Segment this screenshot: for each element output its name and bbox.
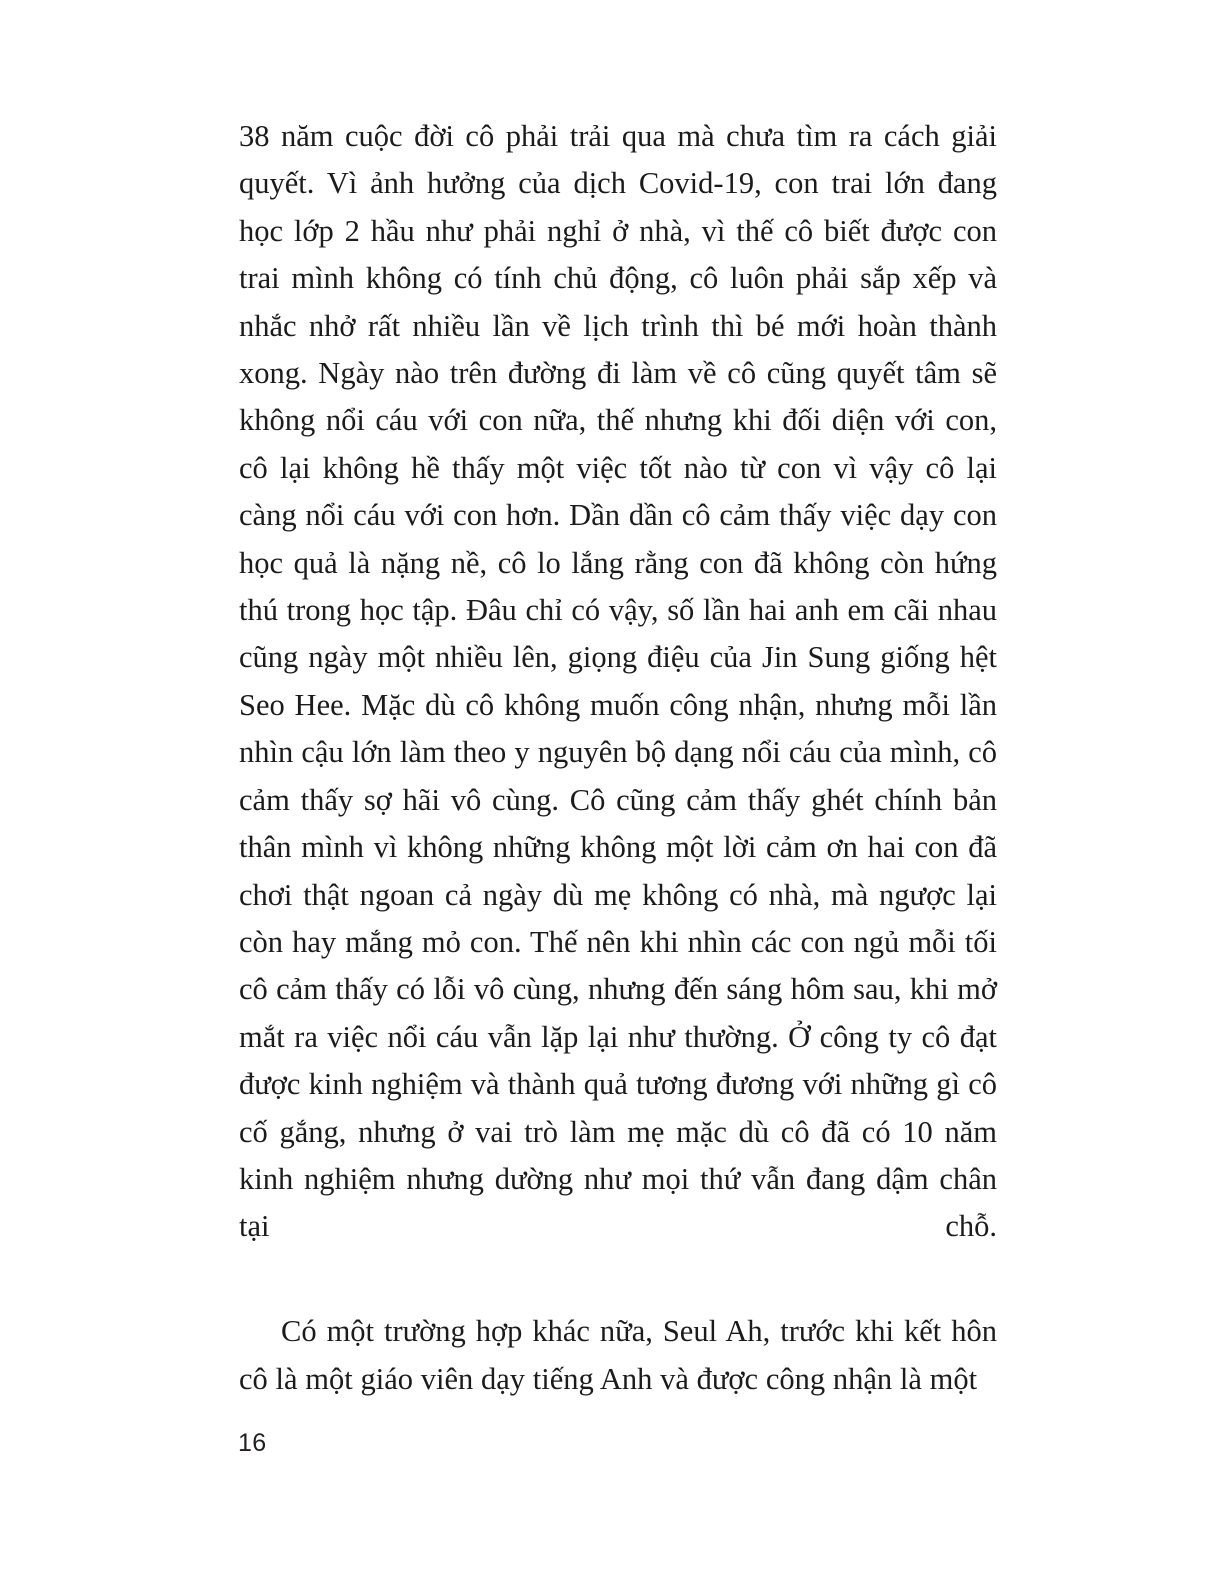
body-text-column bbox=[239, 113, 997, 1403]
paragraph-continued: 38 năm cuộc đời cô phải trải qua mà chưa tìm ra cách giải quyết. Vì ảnh hưởng của dịch Covid-19, con trai lớn đang học lớp 2 hầu như phải nghỉ ở nhà, vì thế cô biết được con trai mình không có tính chủ động, cô luôn phải sắp xếp và nhắc nhở rất nhiều lần về lịch trình thì bé mới hoàn thành xong. Ngày nào trên đường đi làm về cô cũng quyết tâm sẽ không nổi cáu với con nữa, thế nhưng khi đối diện với con, cô lại không hề thấy một việc tốt nào từ con vì vậy cô lại càng nổi cáu với con hơn. Dần dần cô cảm thấy việc dạy con học quả là nặng nề, cô lo lắng rằng con đã không còn hứng thú trong học tập. Đâu chỉ có vậy, số lần hai anh em cãi nhau cũng ngày một nhiều lên, giọng điệu của Jin Sung giống hệt Seo Hee. Mặc dù cô không muốn công nhận, nhưng mỗi lần nhìn cậu lớn làm theo y nguyên bộ dạng nổi cáu của mình, cô cảm thấy sợ hãi vô cùng. Cô cũng cảm thấy ghét chính bản thân mình vì không những không một lời cảm ơn hai con đã chơi thật ngoan cả ngày dù mẹ không có nhà, mà ngược lại còn hay mắng mỏ con. Thế nên khi nhìn các con ngủ mỗi tối cô cảm thấy có lỗi vô cùng, nhưng đến sáng hôm sau, khi mở mắt ra việc nổi cáu vẫn lặp lại như thường. Ở công ty cô đạt được kinh nghiệm và thành quả tương đương với những gì cô cố gắng, nhưng ở vai trò làm mẹ mặc dù cô đã có 10 năm kinh nghiệm nhưng dường như mọi thứ vẫn đang dậm chân tại chỗ. bbox=[239, 119, 997, 1244]
page-number: 16 bbox=[238, 1429, 267, 1457]
paragraph-seul-ah: Có một trường hợp khác nữa, Seul Ah, trước khi kết hôn cô là một giáo viên dạy tiếng Anh và được công nhận là một bbox=[239, 1314, 997, 1396]
